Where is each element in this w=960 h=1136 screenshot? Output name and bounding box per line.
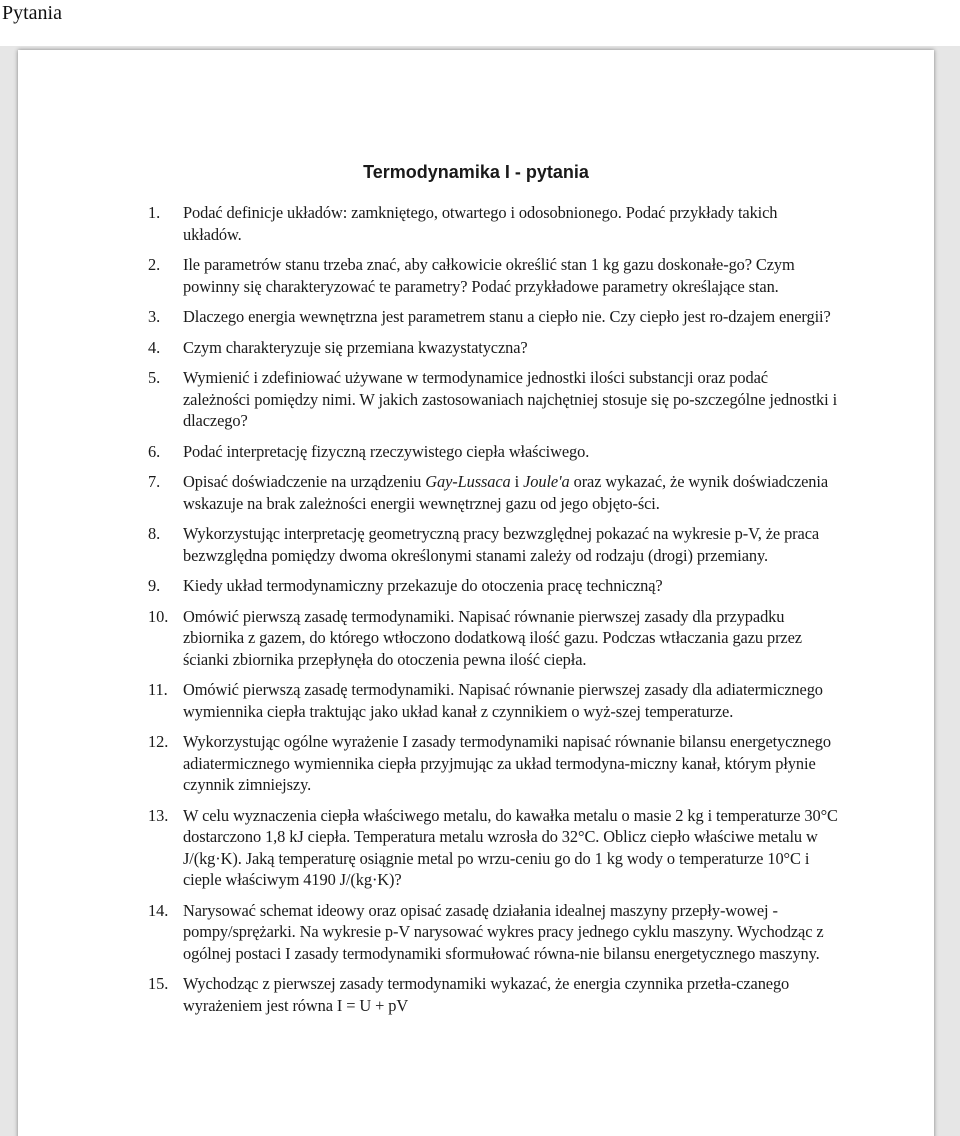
question-text-italic: Gay-Lussaca <box>425 472 511 491</box>
question-number: 5. <box>148 368 161 387</box>
question-text <box>183 202 838 245</box>
question-text-italic: Joule'a <box>523 472 570 491</box>
question-text-segment: Czym charakteryzuje się przemiana kwazystatyczna? <box>183 337 528 357</box>
page-title: Termodynamika I - pytania <box>363 162 589 182</box>
question-number: 2. <box>148 255 161 274</box>
question-text <box>183 254 838 297</box>
question-text <box>183 441 838 463</box>
question-text <box>183 575 838 597</box>
question-number: 7. <box>148 472 161 491</box>
question-item <box>148 900 838 965</box>
question-text <box>183 731 838 796</box>
question-text <box>183 471 838 514</box>
question-list <box>148 202 838 1025</box>
question-text-segment: Wykorzystując ogólne wyrażenie I zasady termodynamiki napisać równanie bilansu energetycznego adiatermicznego wymiennika ciepła przyjmując za układ termodyna-miczny kanał, którym płynie czynnik zimniejszy. <box>183 732 831 794</box>
question-item <box>148 202 838 245</box>
question-text-segment: Kiedy układ termodynamiczny przekazuje do otoczenia pracę techniczną? <box>183 576 663 595</box>
question-number: 15. <box>148 974 169 993</box>
question-text-segment: Opisać doświadczenie na urządzeniu <box>183 472 426 491</box>
question-item <box>148 805 838 891</box>
question-text-segment: Podać interpretację fizyczną rzeczywistego ciepła właściwego. <box>183 441 590 461</box>
question-text-segment: Wykorzystując interpretację geometryczną pracy bezwzględnej pokazać na wykresie p-V, że praca bezwzględna pomiędzy dwoma określonymi stanami zależy od rodzaju (drogi) przemiany. <box>183 524 820 565</box>
question-text-segment: oraz wykazać, że wynik doświadczenia wskazuje na brak zależności energii wewnętrznej gazu od jego objęto-ści. <box>183 472 829 513</box>
question-number: 6. <box>148 441 161 461</box>
document-viewer[interactable] <box>0 46 960 1136</box>
question-number: 11. <box>148 680 168 699</box>
question-text-segment: i <box>510 472 524 491</box>
window-title: Pytania <box>2 2 62 24</box>
question-number: 9. <box>148 576 161 595</box>
question-item <box>148 523 838 566</box>
question-text-segment: Ile parametrów stanu trzeba znać, aby całkowicie określić stan 1 kg gazu doskonałe-go? Czym powinny się charakteryzować te parametry? Podać przykładowe parametry określające stan. <box>183 255 795 296</box>
question-number: 13. <box>148 805 169 825</box>
question-text <box>183 523 838 566</box>
question-item <box>148 337 838 359</box>
question-number: 8. <box>148 524 161 543</box>
question-number: 4. <box>148 337 161 357</box>
question-text-segment: Wychodząc z pierwszej zasady termodynamiki wykazać, że energia czynnika przetła-czanego wyrażeniem jest równa I = U + pV <box>183 974 790 1015</box>
question-text-segment: Podać definicje układów: zamkniętego, otwartego i odosobnionego. Podać przykłady takich układów. <box>183 203 778 244</box>
question-text <box>183 306 838 328</box>
question-item <box>148 441 838 463</box>
question-text-segment: Dlaczego energia wewnętrzna jest parametrem stanu a ciepło nie. Czy ciepło jest ro-dzajem energii? <box>183 307 831 326</box>
question-item <box>148 679 838 722</box>
question-item <box>148 306 838 328</box>
question-item <box>148 254 838 297</box>
question-text <box>183 367 838 432</box>
question-text-segment: Omówić pierwszą zasadę termodynamiki. Napisać równanie pierwszej zasady dla przypadku zbiornika z gazem, do którego wtłoczono dodatkową ilość gazu. Podczas wtłaczania gazu przez ścianki zbiornika przepłynęła do otoczenia pewna ilość ciepła. <box>183 606 802 669</box>
question-text-segment: Wymienić i zdefiniować używane w termodynamice jednostki ilości substancji oraz podać zależności pomiędzy nimi. W jakich zastosowaniach najchętniej stosuje się po-szczególne jednostki i dlaczego? <box>183 368 838 430</box>
question-number: 3. <box>148 307 161 326</box>
question-number: 12. <box>148 732 169 751</box>
question-text <box>183 337 838 359</box>
question-text-segment: Omówić pierwszą zasadę termodynamiki. Napisać równanie pierwszej zasady dla adiatermicznego wymiennika ciepła traktując jako układ kanał z czynnikiem o wyż-szej temperaturze. <box>183 680 823 721</box>
question-item <box>148 367 838 432</box>
question-number: 14. <box>148 900 169 920</box>
question-item <box>148 731 838 796</box>
question-text <box>183 900 838 965</box>
question-number: 10. <box>148 606 169 626</box>
document-page <box>18 50 934 1136</box>
question-item <box>148 575 838 597</box>
question-text-segment: W celu wyznaczenia ciepła właściwego metalu, do kawałka metalu o masie 2 kg i temperaturze 30°C dostarczono 1,8 kJ ciepła. Temperatura metalu wzrosła do 32°C. Oblicz ciepło właściwe metalu w J/(kg·K). Jaką temperaturę osiągnie metal po wrzu-ceniu go do 1 kg wody o temperaturze 10°C i cieple właściwym 4190 J/(kg·K)? <box>183 805 838 889</box>
question-text <box>183 805 838 891</box>
question-number: 1. <box>148 203 161 222</box>
question-text-segment: Narysować schemat ideowy oraz opisać zasadę działania idealnej maszyny przepły-wowej - pompy/sprężarki. Na wykresie p-V narysować wykres pracy jednego cyklu maszyny. Wychodząc z ogólnej postaci I zasady termodynamiki sformułować równa-nie bilansu energetycznego maszyny. <box>183 900 824 963</box>
question-text <box>183 606 838 671</box>
question-text <box>183 973 838 1016</box>
question-text <box>183 679 838 722</box>
question-item <box>148 471 838 514</box>
question-item <box>148 606 838 671</box>
question-item <box>148 973 838 1016</box>
